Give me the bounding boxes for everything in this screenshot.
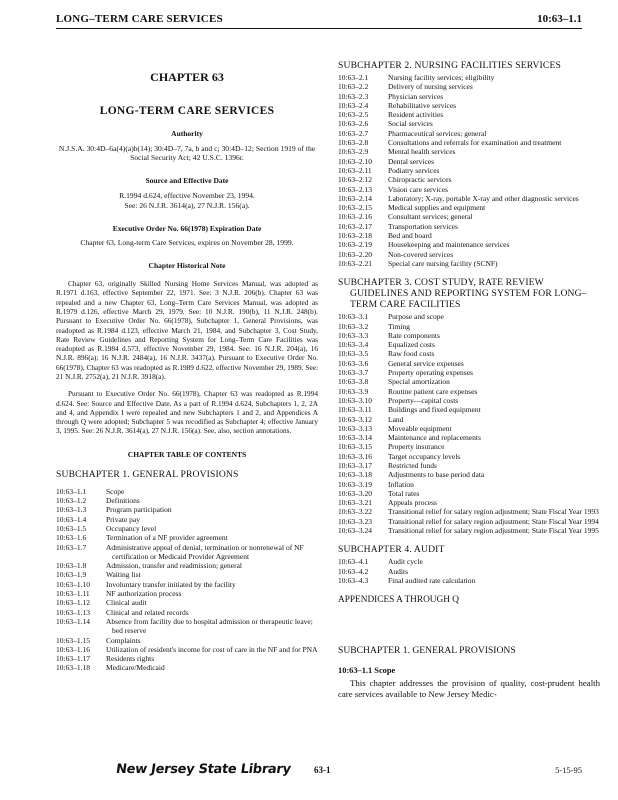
toc-entry-title: Chiropractic services — [388, 175, 452, 185]
toc-entry-number: 10:63–1.7 — [56, 542, 87, 552]
toc-entry — [338, 415, 600, 424]
toc-entry-number: 10:63–1.2 — [56, 496, 87, 506]
toc-entry-title: Administrative appeal of denial, termination or nonrenewal of NF certification or Medicaid Provider Agreement — [106, 542, 304, 561]
toc-entry-number: 10:63–3.13 — [338, 423, 372, 433]
toc-entry-number: 10:63–3.19 — [338, 479, 372, 489]
toc-entry-number: 10:63–1.5 — [56, 523, 87, 533]
toc-entry-number: 10:63–4.1 — [338, 557, 369, 567]
toc-entry-number: 10:63–1.3 — [56, 505, 87, 515]
toc-entry — [56, 645, 318, 654]
toc-entry-number: 10:63–3.2 — [338, 321, 369, 331]
toc-entry-title: Special care nursing facility (SCNF) — [388, 258, 498, 268]
toc-entry-title: NF authorization process — [106, 589, 182, 599]
toc-entry-title: Consultations and referrals for examination and treatment — [388, 138, 562, 148]
toc-entry — [56, 543, 318, 562]
toc-entry-title: Laboratory; X-ray, portable X-ray and other diagnostic services — [388, 193, 579, 203]
toc-entry-number: 10:63–3.9 — [338, 386, 369, 396]
toc-entry — [56, 561, 318, 570]
toc-entry-title: Inflation — [388, 479, 414, 489]
toc-entry-number: 10:63–2.9 — [338, 147, 369, 157]
toc-entry — [338, 129, 600, 138]
page-footer — [56, 762, 582, 782]
toc-entry-title: General service expenses — [388, 358, 464, 368]
exec-order-heading: Executive Order No. 66(1978) Expiration Date — [112, 223, 262, 233]
toc-entry-title: Routine patient care expenses — [388, 386, 478, 396]
toc-entry-number: 10:63–1.9 — [56, 570, 87, 580]
toc-entry-number: 10:63–1.14 — [56, 616, 90, 626]
toc-entry-title: Mental health services — [388, 147, 456, 157]
toc-entry-title: Consultant services; general — [388, 212, 473, 222]
toc-entry-number: 10:63–1.17 — [56, 654, 90, 664]
toc-entry-title: Medical supplies and equipment — [388, 203, 486, 213]
toc-entry-title: Rehabilitative services — [388, 100, 457, 110]
chapter-title: LONG-TERM CARE SERVICES — [99, 105, 275, 117]
toc-entry-title: Transitional relief for salary region adjustment; State Fiscal Year 1993 — [388, 507, 599, 517]
toc-entry-number: 10:63–1.12 — [56, 598, 90, 608]
toc-entry-number: 10:63–4.3 — [338, 575, 369, 585]
toc-entry-title: Rate components — [388, 330, 440, 340]
toc-entry-number: 10:63–3.10 — [338, 395, 372, 405]
toc-entry-title: Maintenance and replacements — [388, 433, 481, 443]
toc-entry — [338, 203, 600, 212]
toc-entry-title: Utilization of resident's income for cost of care in the NF and for PNA — [106, 644, 318, 654]
toc-entry — [56, 617, 318, 636]
toc-entry-number: 10:63–2.5 — [338, 110, 369, 120]
toc-entry-number: 10:63–1.8 — [56, 561, 87, 571]
toc-entry-title: Raw food costs — [388, 349, 435, 359]
toc-entry — [338, 331, 600, 340]
toc-entry — [338, 212, 600, 221]
toc-entry-title: Target occupancy levels — [388, 451, 461, 461]
toc-entry — [338, 250, 600, 259]
toc-entry — [56, 580, 318, 589]
toc-entry-number: 10:63–3.15 — [338, 442, 372, 452]
toc-entry-number: 10:63–1.11 — [56, 589, 90, 599]
toc-entry-title: Involuntary transfer initiated by the facility — [106, 579, 236, 589]
toc-entry — [338, 405, 600, 414]
toc-entry-title: Property operating expenses — [388, 368, 473, 378]
toc-entry — [338, 119, 600, 128]
toc-entry — [338, 185, 600, 194]
toc-entry-number: 10:63–2.1 — [338, 73, 369, 82]
toc-entry-number: 10:63–3.5 — [338, 349, 369, 359]
toc-entry-title: Vision care services — [388, 184, 448, 194]
toc-entry — [338, 92, 600, 101]
toc-entry — [338, 480, 600, 489]
header-title: LONG–TERM CARE SERVICES — [56, 13, 223, 25]
toc-entry-title: Termination of a NF provider agreement — [106, 533, 228, 543]
toc-subchapter-2-list — [338, 73, 600, 268]
historical-note-p1: Chapter 63, originally Skilled Nursing Home Services Manual, was adopted as R.1971 d.163, effective September 22, 1971. See: 3 N.J.R. 206(b). Chapter 63 was repealed and a new Chapter 63, Long–Term Care Services Manual, was adopted as R.1979 d.126, effective March 29, 1979. See: 10 N.J.R. 190(b), 11 N.J.R. 248(b). Pursuant to Executive Order No. 66(1978), Subchapter 1, General Provisions, was readopted as R.1984 d.123, effective March 21, 1984, and Subchapter 3, Cost Study, Rate Review Guidelines and Reporting System for Long–Term Care Facilities was readopted as R.1984 d.573, effective November 29, 1984. See: 16 N.J.R. 204(a), 16 N.J.R. 896(a); 16 N.J.R. 2484(a), 16 N.J.R. 3437(a). Pursuant to Executive Order No. 66(1978), Chapter 63 was readopted as R.1989 d.622, effective November 29, 1989. See: 21 N.J.R. 2752(a), 21 N.J.R. 3918(a). — [56, 279, 318, 381]
toc-entry — [338, 507, 600, 516]
toc-entry-title: Final audited rate calculation — [388, 575, 476, 585]
section-text-scope: This chapter addresses the provision of quality, cost-prudent health care services available to New Jersey Medic- — [338, 678, 600, 700]
source-heading: Source and Effective Date — [145, 176, 229, 186]
running-header — [56, 12, 582, 29]
toc-entry — [56, 636, 318, 645]
toc-entry-number: 10:63–2.21 — [338, 258, 372, 268]
right-column — [338, 60, 600, 700]
toc-entry-title: Waiting list — [106, 570, 141, 580]
toc-entry-title: Audit cycle — [388, 557, 423, 567]
toc-entry-title: Moveable equipment — [388, 423, 452, 433]
toc-entry-title: Audits — [388, 566, 409, 576]
toc-entry — [338, 194, 600, 203]
toc-entry-number: 10:63–2.7 — [338, 128, 369, 138]
toc-entry-title: Program participation — [106, 505, 172, 515]
toc-appendices: APPENDICES A THROUGH Q — [338, 595, 459, 606]
toc-entry-number: 10:63–2.11 — [338, 165, 372, 175]
toc-entry — [56, 505, 318, 514]
revision-date: 5-15-95 — [555, 765, 582, 775]
body-subchapter-1-title: SUBCHAPTER 1. GENERAL PROVISIONS — [338, 645, 516, 657]
toc-entry-number: 10:63–3.11 — [338, 405, 372, 415]
toc-entry-number: 10:63–3.3 — [338, 330, 369, 340]
toc-entry — [338, 231, 600, 240]
left-column — [56, 64, 318, 673]
toc-entry-title: Private pay — [106, 514, 140, 524]
toc-entry — [338, 259, 600, 268]
toc-entry — [56, 533, 318, 542]
toc-entry-number: 10:63–2.17 — [338, 221, 372, 231]
toc-entry-number: 10:63–2.12 — [338, 175, 372, 185]
toc-entry-title: Purpose and scope — [388, 312, 444, 322]
toc-entry — [56, 654, 318, 663]
toc-entry — [338, 433, 600, 442]
toc-entry-title: Dental services — [388, 156, 435, 166]
toc-entry-number: 10:63–1.4 — [56, 514, 87, 524]
toc-entry-title: Podiatry services — [388, 165, 440, 175]
toc-entry-number: 10:63–3.12 — [338, 414, 372, 424]
toc-entry-number: 10:63–2.8 — [338, 138, 369, 148]
toc-entry-number: 10:63–2.4 — [338, 100, 369, 110]
toc-entry-number: 10:63–1.6 — [56, 533, 87, 543]
toc-subchapter-4-list — [338, 557, 600, 585]
toc-entry — [338, 222, 600, 231]
toc-subchapter-3-title: SUBCHAPTER 3. COST STUDY, RATE REVIEW GUIDELINES AND REPORTING SYSTEM FOR LONG–TERM CARE FACILITIES — [338, 277, 587, 311]
toc-entry-title: Adjustments to base period data — [388, 470, 485, 480]
library-stamp: New Jersey State Library — [114, 762, 292, 777]
toc-entry — [338, 110, 600, 119]
toc-entry-number: 10:63–3.16 — [338, 451, 372, 461]
toc-entry-number: 10:63–1.10 — [56, 579, 90, 589]
toc-entry — [338, 461, 600, 470]
toc-entry-title: Clinical audit — [106, 598, 147, 608]
toc-entry-title: Timing — [388, 321, 410, 331]
toc-entry-title: Buildings and fixed equipment — [388, 405, 481, 415]
section-heading-scope: 10:63–1.1 Scope — [338, 666, 396, 676]
toc-entry-number: 10:63–2.10 — [338, 156, 372, 166]
toc-entry-number: 10:63–1.13 — [56, 607, 90, 617]
toc-entry-number: 10:63–3.1 — [338, 312, 369, 322]
toc-entry-title: Medicare/Medicaid — [106, 663, 165, 673]
toc-entry — [338, 368, 600, 377]
toc-entry-number: 10:63–2.14 — [338, 193, 372, 203]
source-text-2: See: 26 N.J.R. 3614(a), 27 N.J.R. 156(a). — [124, 200, 250, 210]
toc-entry-number: 10:63–3.17 — [338, 460, 372, 470]
toc-entry — [338, 452, 600, 461]
toc-entry — [338, 498, 600, 507]
toc-entry-number: 10:63–2.15 — [338, 203, 372, 213]
toc-entry-number: 10:63–2.13 — [338, 184, 372, 194]
toc-entry-number: 10:63–1.16 — [56, 644, 90, 654]
toc-entry — [338, 157, 600, 166]
toc-entry-number: 10:63–2.16 — [338, 212, 372, 222]
toc-entry-number: 10:63–3.20 — [338, 488, 372, 498]
historical-note-heading: Chapter Historical Note — [148, 261, 226, 271]
toc-entry — [338, 240, 600, 249]
toc-entry — [338, 359, 600, 368]
toc-entry-number: 10:63–3.6 — [338, 358, 369, 368]
toc-entry-title: Pharmaceutical services; general — [388, 128, 487, 138]
toc-entry-title: Property—capital costs — [388, 395, 459, 405]
toc-entry-title: Physician services — [388, 91, 444, 101]
toc-entry-title: Transitional relief for salary region adjustment; State Fiscal Year 1995 — [388, 526, 599, 536]
toc-entry-number: 10:63–1.18 — [56, 663, 90, 673]
toc-entry — [338, 396, 600, 405]
toc-subchapter-3-list — [338, 312, 600, 535]
toc-entry-number: 10:63–3.22 — [338, 507, 372, 517]
toc-entry-title: Housekeeping and maintenance services — [388, 240, 510, 250]
toc-entry-title: Clinical and related records — [106, 607, 189, 617]
toc-entry — [338, 387, 600, 396]
toc-entry-title: Appeals process — [388, 498, 437, 508]
toc-entry-number: 10:63–2.2 — [338, 82, 369, 92]
toc-subchapter-2-title: SUBCHAPTER 2. NURSING FACILITIES SERVICES — [338, 60, 561, 71]
toc-entry — [338, 82, 600, 91]
source-text-1: R.1994 d.624, effective November 23, 1994. — [119, 191, 255, 201]
toc-entry-title: Nursing facility services; eligibility — [388, 73, 495, 82]
toc-entry-number: 10:63–2.3 — [338, 91, 369, 101]
toc-entry — [56, 515, 318, 524]
toc-entry-number: 10:63–2.18 — [338, 231, 372, 241]
toc-entry — [338, 340, 600, 349]
toc-entry-number: 10:63–4.2 — [338, 566, 369, 576]
toc-entry-title: Delivery of nursing services — [388, 82, 473, 92]
toc-entry-number: 10:63–2.6 — [338, 119, 369, 129]
toc-entry — [338, 73, 600, 82]
header-section-number: 10:63–1.1 — [537, 13, 582, 25]
toc-entry-title: Admission, transfer and readmission; general — [106, 561, 243, 571]
toc-entry — [338, 138, 600, 147]
page-number: 63-1 — [314, 765, 331, 775]
toc-entry — [338, 517, 600, 526]
toc-entry-title: Absence from facility due to hospital admission or therapeutic leave; bed reserve — [106, 616, 313, 636]
toc-entry — [56, 589, 318, 598]
toc-entry-number: 10:63–3.4 — [338, 340, 369, 350]
toc-entry-title: Total rates — [388, 488, 420, 498]
toc-entry — [56, 570, 318, 579]
toc-entry — [338, 175, 600, 184]
toc-subchapter-4-title: SUBCHAPTER 4. AUDIT — [338, 544, 445, 556]
toc-entry-number: 10:63–3.14 — [338, 433, 372, 443]
toc-entry-number: 10:63–1.1 — [56, 486, 87, 496]
toc-entry — [56, 524, 318, 533]
toc-entry-number: 10:63–3.7 — [338, 368, 369, 378]
toc-entry-number: 10:63–1.15 — [56, 635, 90, 645]
toc-entry — [338, 489, 600, 498]
toc-entry — [56, 608, 318, 617]
toc-entry-number: 10:63–3.24 — [338, 526, 372, 536]
toc-entry-title: Restricted funds — [388, 460, 437, 470]
toc-entry-title: Definitions — [106, 496, 140, 506]
toc-entry — [338, 424, 600, 433]
toc-entry-number: 10:63–3.23 — [338, 516, 372, 526]
toc-entry — [338, 576, 600, 585]
toc-entry-title: Transitional relief for salary region adjustment; State Fiscal Year 1994 — [388, 516, 599, 526]
toc-entry — [338, 377, 600, 386]
toc-entry-title: Complaints — [106, 635, 141, 645]
toc-entry — [56, 487, 318, 496]
authority-text: N.J.S.A. 30:4D–6a(4)(a)b(14); 30:4D–7, 7a, b and c; 30:4D–12; Section 1919 of the Social Security Act; 42 U.S.C. 1396r. — [58, 144, 316, 163]
toc-entry-title: Equalized costs — [388, 340, 435, 350]
toc-entry-title: Bed and board — [388, 231, 432, 241]
exec-order-text: Chapter 63, Long-term Care Services, expires on November 28, 1999. — [80, 237, 294, 247]
toc-entry-title: Social services — [388, 119, 433, 129]
toc-entry — [338, 312, 600, 321]
toc-entry-number: 10:63–3.21 — [338, 498, 372, 508]
toc-entry — [338, 470, 600, 479]
toc-entry — [338, 567, 600, 576]
toc-entry — [56, 598, 318, 607]
toc-entry-number: 10:63–2.20 — [338, 249, 372, 259]
toc-entry — [338, 147, 600, 156]
chapter-number: CHAPTER 63 — [150, 70, 224, 84]
toc-entry — [56, 496, 318, 505]
historical-note-p2: Pursuant to Executive Order No. 66(1978), Chapter 63 was readopted as R.1994 d.624. See: Source and Effective Date. As a part of R.1994 d.624, Subchapters 1, 2, 2A and 4, and Appendix I were repealed and new Subchapters 1 and 2, and Appendices A through Q were adopted; Subchapter 5 was recodified as Subchapter 4; effective January 3, 1995. See: 26 N.J.R. 3614(a), 27 N.J.R. 156(a). See, also, section annotations. — [56, 389, 318, 436]
toc-entry-title: Property insurance — [388, 442, 445, 452]
toc-heading: CHAPTER TABLE OF CONTENTS — [127, 449, 247, 459]
authority-heading: Authority — [171, 129, 203, 138]
toc-entry — [338, 526, 600, 535]
toc-entry-title: Transportation services — [388, 221, 458, 231]
toc-entry-number: 10:63–3.18 — [338, 470, 372, 480]
toc-entry — [338, 442, 600, 451]
toc-entry-number: 10:63–2.19 — [338, 240, 372, 250]
toc-entry-title: Special amortization — [388, 377, 450, 387]
toc-entry — [338, 101, 600, 110]
toc-entry — [338, 322, 600, 331]
toc-entry-title: Residents rights — [106, 654, 155, 664]
toc-entry — [56, 663, 318, 672]
toc-subchapter-1-list — [56, 487, 318, 673]
toc-entry-title: Land — [388, 414, 404, 424]
toc-subchapter-1-title: SUBCHAPTER 1. GENERAL PROVISIONS — [56, 468, 239, 480]
toc-entry — [338, 349, 600, 358]
toc-entry — [338, 557, 600, 566]
toc-entry — [338, 166, 600, 175]
toc-entry-title: Non-covered services — [388, 249, 454, 259]
toc-entry-title: Scope — [106, 486, 125, 496]
toc-entry-number: 10:63–3.8 — [338, 377, 369, 387]
toc-entry-title: Occupancy level — [106, 523, 157, 533]
toc-entry-title: Resident activities — [388, 110, 444, 120]
